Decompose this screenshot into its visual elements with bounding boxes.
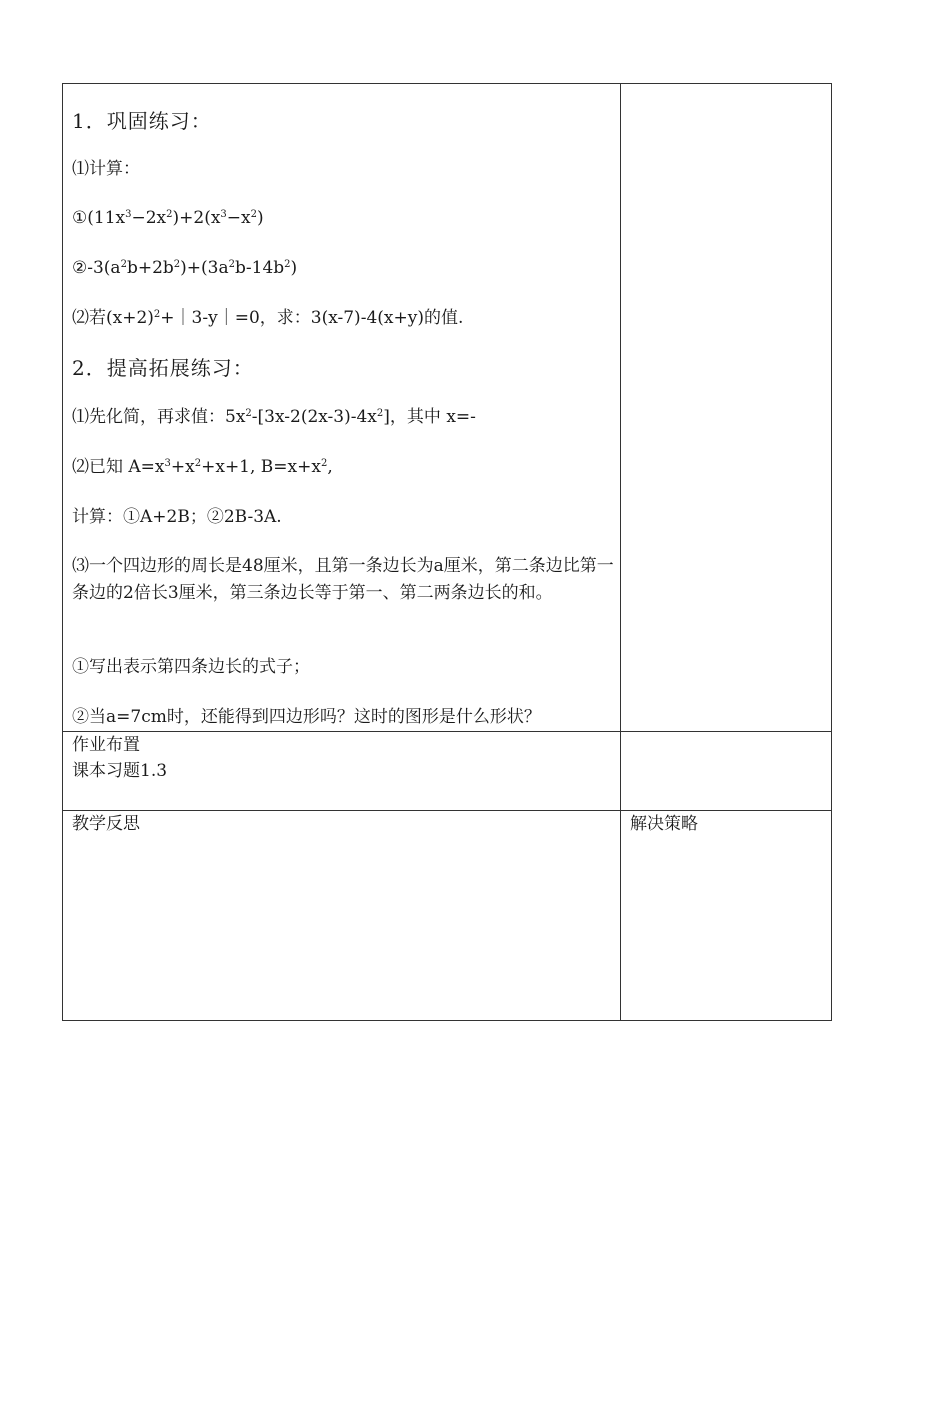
question: ⑴先化简，再求值：$5x^2-[3x-2(2x-3)-4x^2]$，其中 x=-	[72, 407, 476, 427]
section-heading: 1．巩固练习：	[72, 109, 212, 133]
sub-question: ②当a=7cm时，还能得到四边形吗？这时的图形是什么形状？	[72, 707, 541, 727]
question: ⑵已知 $A=x^3+x^2+x+1$, $B=x+x^2$,	[72, 457, 333, 477]
question: ⑵若$(x+2)^2+|3-y|=0$，求：3(x-7)-4(x+y)的值.	[72, 308, 464, 328]
homework-title: 作业布置	[72, 735, 140, 755]
section-heading: 2．提高拓展练习：	[72, 356, 254, 380]
row-divider	[62, 810, 832, 811]
expression: $②-3(a^2b+2b^2)+(3a^2b-14b^2)$	[72, 258, 298, 278]
question-label: ⑴计算：	[72, 159, 140, 179]
question-paragraph: ⑶一个四边形的周长是48厘米，且第一条边长为a厘米，第二条边比第一条边的2倍长3厘米，第三条边长等于第一、第二两条边长的和。	[72, 556, 614, 603]
strategy-title: 解决策略	[630, 814, 698, 834]
homework-content: 课本习题1.3	[72, 761, 168, 781]
question: 计算：①A+2B；②2B-3A.	[72, 507, 282, 527]
column-divider	[620, 83, 621, 1021]
row-divider	[62, 731, 832, 732]
reflection-title: 教学反思	[72, 814, 140, 834]
expression: $①(11x^3-2x^2)+2(x^3-x^2)$	[72, 208, 264, 228]
sub-question: ①写出表示第四条边长的式子；	[72, 657, 310, 677]
